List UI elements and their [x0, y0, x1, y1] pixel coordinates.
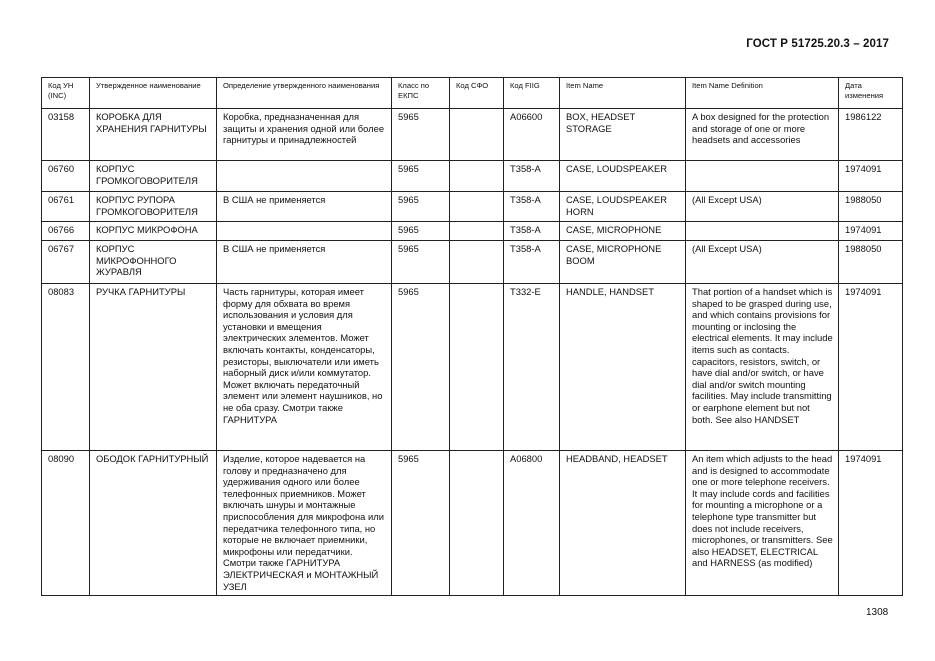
cell-class: 5965 — [392, 192, 450, 222]
table-row — [42, 161, 903, 192]
cell-item-name: BOX, HEADSET STORAGE — [560, 109, 686, 161]
cell-item-definition: An item which adjusts to the head and is designed to accommodate one or more telephone receivers. It may include cords and facilities for mounting a microphone or a telephone type transmitter but does not include receivers, microphones, or transmitters. See also HEADSET, ELECTRICAL and HARNESS (as modified) — [686, 451, 839, 596]
cell-inc: 06766 — [42, 222, 90, 241]
cell-definition: Коробка, предназначенная для защиты и хранения одной или более гарнитуры и принадлежностей — [217, 109, 392, 161]
cell-class: 5965 — [392, 161, 450, 192]
cell-item-definition — [686, 161, 839, 192]
cell-class: 5965 — [392, 284, 450, 451]
cell-definition: Изделие, которое надевается на голову и предназначено для удерживания одного или более телефонных приемников. Может включать шнуры и монтажные приспособления для микрофона или передатчика телефонного типа, но которые не включает приемники, микрофоны или передатчики. Смотри также ГАРНИТУРА ЭЛЕКТРИЧЕСКАЯ и МОНТАЖНЫЙ УЗЕЛ — [217, 451, 392, 596]
cell-inc: 08090 — [42, 451, 90, 596]
cell-inc: 08083 — [42, 284, 90, 451]
cell-item-definition: (All Except USA) — [686, 241, 839, 284]
column-header-date: Дата изменения — [839, 78, 903, 109]
column-header-item-definition: Item Name Definition — [686, 78, 839, 109]
cell-approved-name: КОРОБКА ДЛЯ ХРАНЕНИЯ ГАРНИТУРЫ — [90, 109, 217, 161]
cell-sfo — [450, 161, 504, 192]
cell-date: 1974091 — [839, 222, 903, 241]
cell-fiig: T358-A — [504, 161, 560, 192]
cell-item-definition: A box designed for the protection and storage of one or more headsets and accessories — [686, 109, 839, 161]
cell-item-name: CASE, LOUDSPEAKER HORN — [560, 192, 686, 222]
column-header-item-name: Item Name — [560, 78, 686, 109]
cell-class: 5965 — [392, 451, 450, 596]
cell-item-definition: (All Except USA) — [686, 192, 839, 222]
cell-fiig: T332-E — [504, 284, 560, 451]
column-header-inc: Код УН (INC) — [42, 78, 90, 109]
cell-date: 1986122 — [839, 109, 903, 161]
cell-date: 1974091 — [839, 451, 903, 596]
cell-definition: В США не применяется — [217, 241, 392, 284]
cell-class: 5965 — [392, 241, 450, 284]
column-header-definition: Определение утвержденного наименования — [217, 78, 392, 109]
cell-definition: В США не применяется — [217, 192, 392, 222]
table-row — [42, 109, 903, 161]
page-number: 1308 — [866, 607, 889, 618]
cell-class: 5965 — [392, 222, 450, 241]
table-row — [42, 192, 903, 222]
cell-sfo — [450, 109, 504, 161]
cell-inc: 06760 — [42, 161, 90, 192]
table-row — [42, 284, 903, 451]
cell-approved-name: РУЧКА ГАРНИТУРЫ — [90, 284, 217, 451]
cell-fiig: T358-A — [504, 222, 560, 241]
cell-item-definition: That portion of a handset which is shaped to be grasped during use, and which contains provisions for mounting or inclosing the electrical elements. It may include items such as contacts. capacitors, resistors, switch, or have dial and/or switch, or have dial and/or switch mounting facilities. May include transmitting or earphone element but not both. See also HANDSET — [686, 284, 839, 451]
cell-fiig: A06600 — [504, 109, 560, 161]
cell-inc: 03158 — [42, 109, 90, 161]
cell-approved-name: КОРПУС РУПОРА ГРОМКОГОВОРИТЕЛЯ — [90, 192, 217, 222]
cell-item-name: CASE, MICROPHONE BOOM — [560, 241, 686, 284]
cell-approved-name: КОРПУС МИКРОФОНА — [90, 222, 217, 241]
table-row — [42, 222, 903, 241]
cell-fiig: T358-A — [504, 241, 560, 284]
cell-sfo — [450, 451, 504, 596]
cell-item-definition — [686, 222, 839, 241]
cell-date: 1988050 — [839, 241, 903, 284]
cell-inc: 06761 — [42, 192, 90, 222]
catalog-table — [41, 77, 903, 596]
cell-date: 1988050 — [839, 192, 903, 222]
cell-item-name: CASE, MICROPHONE — [560, 222, 686, 241]
cell-date: 1974091 — [839, 284, 903, 451]
table-row — [42, 451, 903, 596]
cell-item-name: HEADBAND, HEADSET — [560, 451, 686, 596]
cell-definition — [217, 161, 392, 192]
cell-sfo — [450, 192, 504, 222]
column-header-fiig: Код FIIG — [504, 78, 560, 109]
table-row — [42, 241, 903, 284]
document-title: ГОСТ Р 51725.20.3 – 2017 — [746, 38, 889, 50]
cell-approved-name: КОРПУС МИКРОФОННОГО ЖУРАВЛЯ — [90, 241, 217, 284]
cell-approved-name: ОБОДОК ГАРНИТУРНЫЙ — [90, 451, 217, 596]
cell-sfo — [450, 222, 504, 241]
cell-sfo — [450, 284, 504, 451]
cell-date: 1974091 — [839, 161, 903, 192]
table-header-row — [42, 78, 903, 109]
cell-inc: 06767 — [42, 241, 90, 284]
cell-sfo — [450, 241, 504, 284]
cell-class: 5965 — [392, 109, 450, 161]
column-header-class: Класс по ЕКПС — [392, 78, 450, 109]
cell-fiig: T358-A — [504, 192, 560, 222]
cell-approved-name: КОРПУС ГРОМКОГОВОРИТЕЛЯ — [90, 161, 217, 192]
column-header-approved-name: Утвержденное наименование — [90, 78, 217, 109]
cell-definition: Часть гарнитуры, которая имеет форму для обхвата во время использования и условия для установки и вмещения электрических элементов. Может включать контакты, конденсаторы, резисторы, выключатели или иметь наборный диск и/или коммутатор. Может включать передаточный элемент или элемент наушников, но не оба сразу. Смотри также ГАРНИТУРА — [217, 284, 392, 451]
cell-item-name: HANDLE, HANDSET — [560, 284, 686, 451]
cell-fiig: A06800 — [504, 451, 560, 596]
column-header-sfo: Код СФО — [450, 78, 504, 109]
cell-definition — [217, 222, 392, 241]
cell-item-name: CASE, LOUDSPEAKER — [560, 161, 686, 192]
